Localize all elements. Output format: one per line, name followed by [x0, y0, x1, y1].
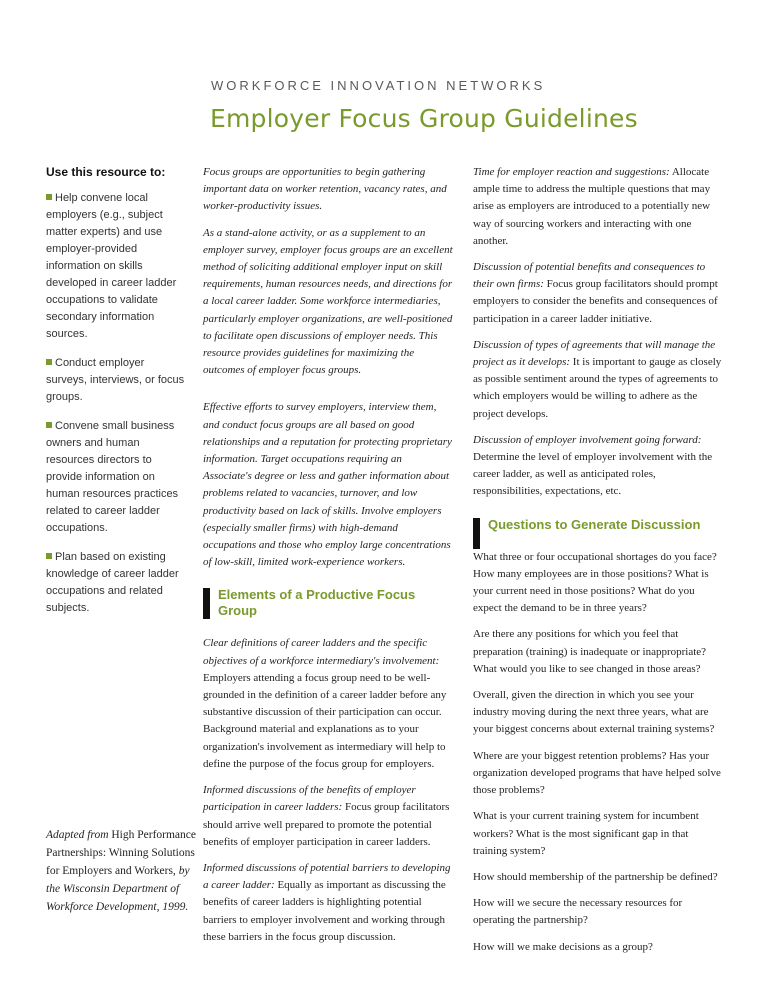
intro-paragraph: Focus groups are opportunities to begin gathering important data on worker retention, vacancy rates, and worker-productivity issues.	[203, 166, 447, 213]
bullet-square-icon	[46, 553, 52, 559]
sidebar	[46, 164, 186, 629]
element-body: It is important to gauge as closely as possible sentiment around the types of agreements to which employers would be willing to adhere as the project develops.	[473, 356, 722, 420]
bullet-square-icon	[46, 194, 52, 200]
intro-paragraph: Effective efforts to survey employers, interview them, and conduct focus groups are all based on good relationships and a reputation for protecting proprietary information. Target occupations requiring an Associate's degree or less and gather information about problems related to vacancies, turnover, and low productivity based on lack of skills. Involve employers (especially smaller firms) with high-demand occupations and those who employ large concentrations of low-skill, limited work-experience workers.	[203, 401, 452, 569]
element-item	[203, 635, 453, 773]
element-lead: Discussion of types of agreements that will manage the project as it develops:	[473, 338, 716, 369]
element-body: Employers attending a focus group need to be well-grounded in the definition of a career ladder before any substantive discussion of their participation can occur. Background material and explanations as to your organization's involvement as intermediary will help to define the purpose of the focus group for employers.	[203, 671, 447, 770]
element-lead: Informed discussions of potential barriers to developing a career ladder:	[203, 861, 451, 892]
sidebar-item	[46, 418, 186, 537]
element-body: Focus group facilitators should prompt employers to consider the benefits and consequences of participation in a career ladder initiative.	[473, 278, 718, 325]
element-item	[473, 259, 725, 328]
element-body: Equally as important as discussing the benefits of career ladders is highlighting potential barriers to employer involvement and working through these barriers in the focus group discussion.	[203, 879, 446, 943]
credit-source: High Performance Partnerships: Winning Solutions for Employers and Workers,	[46, 829, 196, 877]
element-lead: Clear definitions of career ladders and the specific objectives of a workforce intermediary's involvement:	[203, 637, 440, 667]
sidebar-heading: Use this resource to:	[46, 165, 166, 179]
element-body: Determine the level of employer involvement with the career ladder, as well as anticipated roles, responsibilities, expectations, etc.	[473, 451, 713, 498]
sidebar-item-text: Conduct employer surveys, interviews, or focus groups.	[46, 357, 185, 403]
element-lead: Time for employer reaction and suggestions:	[473, 166, 670, 178]
bullet-square-icon	[46, 359, 52, 365]
element-item	[203, 782, 453, 851]
sidebar-item	[46, 355, 186, 406]
credit-adapted: Adapted from	[46, 829, 109, 841]
series-kicker: WORKFORCE INNOVATION NETWORKS	[211, 78, 546, 93]
section-heading-text: Questions to Generate Discussion	[488, 516, 701, 532]
question-item: What is your current training system for incumbent workers? What is the most significant gap in that training system?	[473, 810, 699, 857]
page-title: Employer Focus Group Guidelines	[210, 104, 638, 133]
element-item	[473, 337, 725, 423]
sidebar-item-text: Convene small business owners and human resources directors to provide information on human resources practices related to career ladder occupations.	[46, 420, 179, 534]
bullet-square-icon	[46, 422, 52, 428]
question-item: How should membership of the partnership be defined?	[473, 870, 718, 883]
question-item: What three or four occupational shortages do you face? How many employees are in those positions? What is your current need in those positions? What do you expect the demand to be in three years?	[473, 550, 717, 615]
question-item: Overall, given the direction in which you see your industry moving during the next three years, what are your biggest concerns about external training systems?	[473, 689, 715, 736]
heading-bar	[473, 518, 480, 549]
intro-paragraph: As a stand-alone activity, or as a supplement to an employer survey, employer focus groups are an excellent method of soliciting additional employer input on skill requirements, human resources needs, and directions for a local career ladder. Some workforce intermediaries, particularly employer organizations, are well-positioned to facilitate open discussions of employer needs. This resource provides guidelines for maximizing the outcomes of employer focus groups.	[203, 226, 453, 377]
element-lead: Informed discussions of the benefits of employer participation in career ladders:	[203, 784, 416, 814]
sidebar-item-text: Plan based on existing knowledge of career ladder occupations and related subjects.	[46, 551, 179, 614]
section-heading-text: Elements of a Productive Focus Group	[218, 587, 416, 619]
sidebar-item	[46, 549, 186, 617]
element-body: Focus group facilitators should arrive well prepared to promote the potential benefits of employer participation in career ladders.	[203, 801, 450, 848]
column-right	[473, 164, 725, 965]
heading-bar	[203, 588, 210, 619]
element-lead: Discussion of potential benefits and consequences to their own firms:	[473, 261, 706, 291]
sidebar-item	[46, 190, 186, 343]
source-credit	[46, 826, 196, 916]
section-heading-questions	[473, 517, 725, 533]
section-heading-elements	[203, 587, 453, 619]
column-middle	[203, 164, 453, 955]
credit-by: by the Wisconsin Department of Workforce Development, 1999.	[46, 865, 190, 913]
element-lead: Discussion of employer involvement going forward:	[473, 433, 702, 446]
element-item	[473, 164, 725, 250]
element-item	[473, 432, 725, 501]
element-item	[203, 860, 453, 946]
question-item: Where are your biggest retention problems? Has your organization developed programs that have helped solve those problems?	[473, 749, 721, 797]
sidebar-item-text: Help convene local employers (e.g., subject matter experts) and use employer-provided information on skills developed in career ladder occupations to validate secondary information sources.	[46, 192, 177, 340]
question-item: Are there any positions for which you feel that preparation (training) is inadequate or inappropriate? What would you like to see changed in those areas?	[473, 628, 707, 675]
question-item: How will we secure the necessary resources for operating the partnership?	[473, 897, 683, 927]
question-item: How will we make decisions as a group?	[473, 940, 653, 953]
element-body: Allocate ample time to address the multiple questions that may arise as employers are introduced to a potentially new way of sourcing workers and interacting with one another.	[473, 166, 711, 247]
